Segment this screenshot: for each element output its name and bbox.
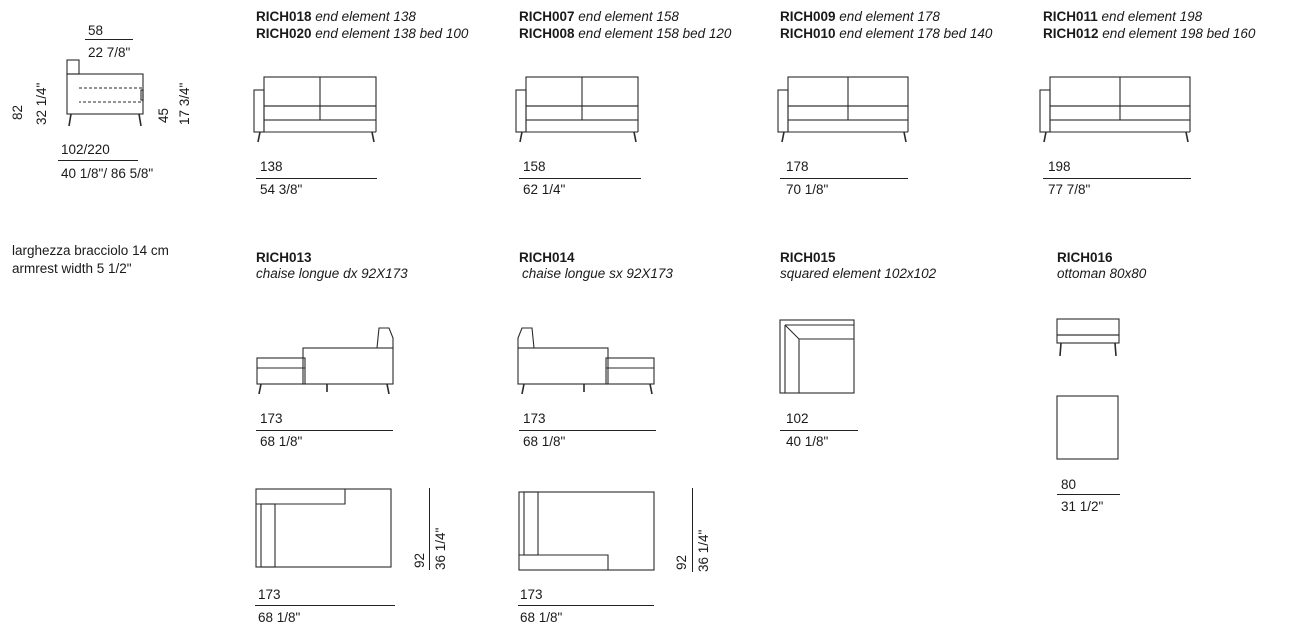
product-code: RICH020	[256, 26, 312, 41]
product-code: RICH018	[256, 9, 312, 24]
product-desc: end element 138 bed 100	[315, 26, 469, 41]
chaise-sx-desc: chaise longue sx 92X173	[522, 266, 673, 281]
dimension-rule	[1043, 178, 1191, 179]
dimension-rule	[780, 178, 908, 179]
end-element-in-4: 77 7/8"	[1048, 182, 1091, 197]
end-element-cm-3: 178	[786, 159, 809, 174]
chaise-sx-cm: 173	[523, 411, 546, 426]
chaise-sx-plan-cm: 173	[520, 587, 543, 602]
product-desc: end element 178	[839, 9, 940, 24]
chaise-sx-in: 68 1/8"	[523, 434, 566, 449]
chaise-dx-plan-cm: 173	[258, 587, 281, 602]
product-code: RICH009	[780, 9, 836, 24]
product-desc: end element 158	[578, 9, 679, 24]
ottoman-code: RICH016	[1057, 250, 1113, 265]
product-desc: end element 198 bed 160	[1102, 26, 1256, 41]
depth-rule	[429, 488, 430, 570]
product-desc: end element 138	[315, 9, 416, 24]
dimension-rule	[519, 430, 656, 431]
chaise-dx-depth-in: 36 1/4"	[433, 527, 448, 570]
ottoman-desc: ottoman 80x80	[1057, 266, 1147, 281]
end-element-bed-label-4	[1043, 26, 1255, 42]
end-element-drawing-3	[776, 76, 912, 144]
profile-width-rule	[58, 160, 138, 161]
product-code: RICH012	[1043, 26, 1099, 41]
armrest-note-en: armrest width 5 1/2"	[12, 261, 132, 276]
squared-cm: 102	[786, 411, 809, 426]
squared-in: 40 1/8"	[786, 434, 829, 449]
end-element-in-3: 70 1/8"	[786, 182, 829, 197]
end-element-bed-label-3	[780, 26, 992, 42]
end-element-bed-label-1	[256, 26, 468, 42]
end-element-label-2	[519, 9, 679, 25]
armrest-note-it: larghezza bracciolo 14 cm	[12, 243, 169, 258]
ottoman-elevation	[1055, 318, 1121, 358]
product-code: RICH008	[519, 26, 575, 41]
product-desc: end element 158 bed 120	[578, 26, 732, 41]
squared-code: RICH015	[780, 250, 836, 265]
chaise-dx-cm: 173	[260, 411, 283, 426]
end-element-cm-2: 158	[523, 159, 546, 174]
profile-seat-cm: 45	[156, 107, 171, 123]
profile-depth-rule	[85, 39, 133, 40]
chaise-sx-code: RICH014	[519, 250, 575, 265]
ottoman-plan	[1055, 395, 1121, 461]
end-element-cm-1: 138	[260, 159, 283, 174]
dimension-rule	[518, 605, 654, 606]
end-element-drawing-1	[252, 76, 380, 144]
profile-height-in: 32 1/4"	[34, 82, 49, 125]
squared-plan	[779, 319, 857, 395]
dimension-rule	[1057, 494, 1120, 495]
end-element-in-1: 54 3/8"	[260, 182, 303, 197]
chaise-dx-plan-in: 68 1/8"	[258, 610, 301, 625]
profile-seat-in: 17 3/4"	[177, 82, 192, 125]
end-element-label-3	[780, 9, 940, 25]
end-element-label-1	[256, 9, 416, 25]
chaise-dx-in: 68 1/8"	[260, 434, 303, 449]
chaise-sx-depth-in: 36 1/4"	[696, 529, 711, 572]
dimension-rule	[519, 178, 641, 179]
end-element-bed-label-2	[519, 26, 731, 42]
end-element-label-4	[1043, 9, 1202, 25]
dimension-rule	[780, 430, 858, 431]
product-desc: end element 178 bed 140	[839, 26, 993, 41]
profile-depth-cm: 58	[88, 23, 104, 38]
end-element-cm-4: 198	[1048, 159, 1071, 174]
chaise-sx-depth-cm: 92	[674, 554, 689, 570]
product-desc: end element 198	[1101, 9, 1203, 24]
end-element-drawing-2	[514, 76, 642, 144]
profile-depth-in: 22 7/8"	[88, 45, 131, 60]
profile-height-cm: 82	[10, 104, 25, 120]
chaise-dx-elevation	[255, 326, 397, 396]
profile-drawing	[55, 58, 155, 128]
chaise-dx-plan	[255, 488, 395, 570]
chaise-sx-plan	[518, 491, 658, 573]
profile-width-in: 40 1/8"/ 86 5/8"	[61, 166, 154, 181]
chaise-sx-elevation	[516, 326, 658, 396]
product-code: RICH011	[1043, 9, 1098, 24]
squared-desc: squared element 102x102	[780, 266, 937, 281]
product-code: RICH010	[780, 26, 836, 41]
product-code: RICH007	[519, 9, 575, 24]
chaise-dx-depth-cm: 92	[412, 552, 427, 568]
end-element-in-2: 62 1/4"	[523, 182, 566, 197]
ottoman-cm: 80	[1061, 477, 1077, 492]
chaise-dx-code: RICH013	[256, 250, 312, 265]
depth-rule	[692, 488, 693, 572]
profile-width-cm: 102/220	[61, 142, 110, 157]
dimension-rule	[256, 178, 377, 179]
chaise-sx-plan-in: 68 1/8"	[520, 610, 563, 625]
dimension-rule	[256, 430, 393, 431]
end-element-drawing-4	[1038, 76, 1194, 144]
chaise-dx-desc: chaise longue dx 92X173	[256, 266, 408, 281]
dimension-rule	[255, 605, 395, 606]
ottoman-in: 31 1/2"	[1061, 499, 1104, 514]
